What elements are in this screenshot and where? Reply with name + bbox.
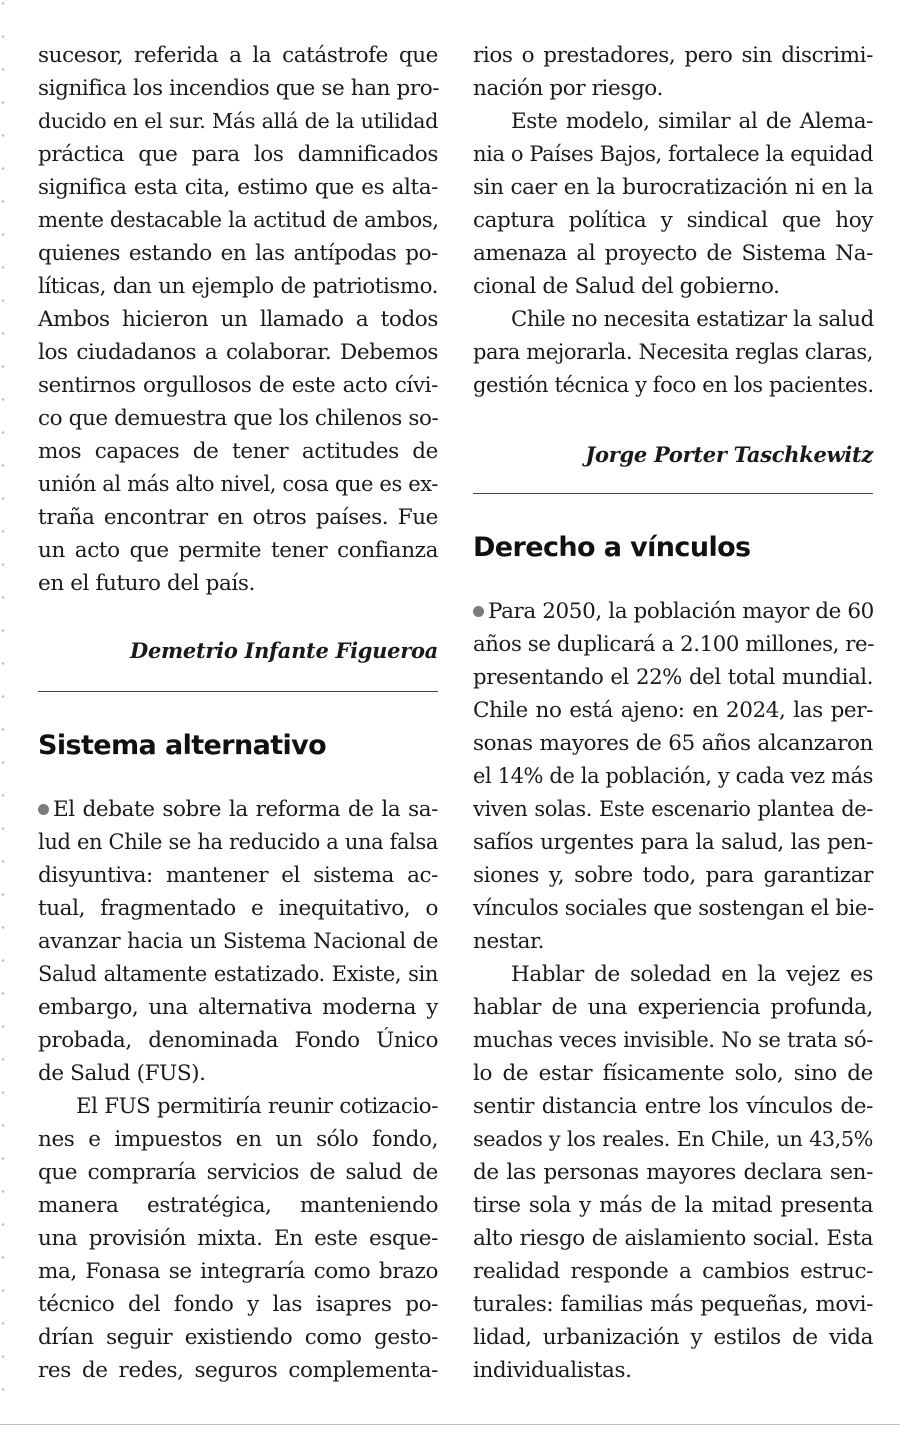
text-line: rios o prestadores, pero sin discrimi- bbox=[473, 43, 873, 68]
left-column bbox=[38, 0, 438, 1387]
text-line-content: El debate sobre la reforma de la sa- bbox=[53, 797, 438, 822]
text-line: nestar. bbox=[473, 929, 545, 954]
text-line: hablar de una experiencia profunda, bbox=[473, 995, 873, 1020]
text-line: safíos urgentes para la salud, las pen- bbox=[473, 830, 873, 855]
text-line: res de redes, seguros complementa- bbox=[38, 1358, 438, 1383]
text-line: lo de estar físicamente solo, sino de bbox=[473, 1061, 873, 1086]
text-line: gestión técnica y foco en los pacientes. bbox=[473, 373, 874, 397]
text-line: en el futuro del país. bbox=[38, 571, 255, 596]
text-line: amenaza al proyecto de Sistema Na- bbox=[473, 241, 873, 266]
text-line: líticas, dan un ejemplo de patriotismo. bbox=[38, 274, 438, 299]
text-line: viven solas. Este escenario plantea de- bbox=[473, 797, 873, 821]
text-line: lidad, urbanización y estilos de vida bbox=[473, 1325, 873, 1350]
text-line: ducido en el sur. Más allá de la utilidad bbox=[38, 109, 438, 133]
text-line: traña encontrar en otros países. Fue bbox=[38, 505, 438, 530]
bullet-icon bbox=[38, 804, 49, 815]
text-line: técnico del fondo y las isapres po- bbox=[38, 1292, 438, 1317]
text-line: realidad responde a cambios estruc- bbox=[473, 1259, 873, 1284]
text-line: significa esta cita, estimo que es alta- bbox=[38, 175, 438, 200]
letter1-signature: Demetrio Infante Figueroa bbox=[130, 638, 438, 663]
text-line: probada, denominada Fondo Único bbox=[38, 1028, 438, 1053]
text-line: tual, fragmentado e inequitativo, o bbox=[38, 896, 438, 921]
text-line: turales: familias más pequeñas, movi- bbox=[473, 1292, 873, 1317]
right-column bbox=[473, 0, 873, 1387]
text-line: sin caer en la burocratización ni en la bbox=[473, 175, 873, 200]
text-line: lud en Chile se ha reducido a una falsa bbox=[38, 830, 438, 854]
text-line: El FUS permitiría reunir cotizacio- bbox=[76, 1094, 438, 1119]
text-line: el 14% de la población, y cada vez más bbox=[473, 764, 873, 788]
letter2-signature: Jorge Porter Taschkewitz bbox=[585, 442, 873, 467]
text-line: mos capaces de tener actitudes de bbox=[38, 439, 438, 464]
text-line: drían seguir existiendo como gesto- bbox=[38, 1325, 438, 1350]
text-line: Ambos hicieron un llamado a todos bbox=[38, 307, 438, 332]
text-line: Chile no está ajeno: en 2024, las per- bbox=[473, 698, 873, 723]
text-line: Salud altamente estatizado. Existe, sin bbox=[38, 962, 438, 986]
text-line: significa los incendios que se han pro- bbox=[38, 76, 440, 101]
text-line: nación por riesgo. bbox=[473, 76, 663, 101]
text-line: sentir distancia entre los vínculos de- bbox=[473, 1094, 873, 1119]
letter3-paragraph-2 bbox=[473, 958, 873, 1387]
text-line: presentando el 22% del total mundial. bbox=[473, 665, 873, 690]
text-line: siones y, sobre todo, para garantizar bbox=[473, 863, 873, 888]
letter2-paragraph-2-continued bbox=[473, 39, 873, 105]
text-line: seados y los reales. En Chile, un 43,5% bbox=[473, 1127, 873, 1151]
text-line: vínculos sociales que sostengan el bie- bbox=[473, 896, 874, 921]
text-line: sucesor, referida a la catástrofe que bbox=[38, 43, 438, 68]
text-line: sonas mayores de 65 años alcanzaron bbox=[473, 731, 873, 756]
headline-derecho-a-vinculos: Derecho a vínculos bbox=[473, 532, 751, 563]
letter3-paragraph-1 bbox=[473, 595, 873, 958]
bullet-icon bbox=[473, 606, 484, 617]
text-line: cional de Salud del gobierno. bbox=[473, 274, 780, 299]
text-line: individualistas. bbox=[473, 1358, 632, 1383]
text-line: de las personas mayores declara sen- bbox=[473, 1160, 873, 1185]
text-line: Chile no necesita estatizar la salud bbox=[511, 307, 874, 332]
text-line: avanzar hacia un Sistema Nacional de bbox=[38, 929, 438, 954]
text-line: para mejorarla. Necesita reglas claras, bbox=[473, 340, 874, 364]
text-line: tirse sola y más de la mitad presenta bbox=[473, 1193, 873, 1218]
text-line: nia o Países Bajos, fortalece la equidad bbox=[473, 142, 873, 166]
text-line: Este modelo, similar al de Alema- bbox=[511, 109, 873, 134]
text-line: disyuntiva: mantener el sistema ac- bbox=[38, 863, 438, 888]
text-line: unión al más alto nivel, cosa que es ex- bbox=[38, 472, 438, 496]
text-line: muchas veces invisible. No se trata só- bbox=[473, 1028, 873, 1052]
text-line: embargo, una alternativa moderna y bbox=[38, 995, 438, 1020]
text-line: de Salud (FUS). bbox=[38, 1061, 206, 1086]
page-bottom-rule bbox=[0, 1424, 900, 1425]
text-line: nes e impuestos en un sólo fondo, bbox=[38, 1127, 438, 1152]
text-line: un acto que permite tener confianza bbox=[38, 538, 438, 563]
letter2-paragraph-1 bbox=[38, 793, 438, 1090]
text-line: co que demuestra que los chilenos so- bbox=[38, 406, 439, 431]
letter2-paragraph-4 bbox=[473, 303, 873, 402]
text-line: alto riesgo de aislamiento social. Esta bbox=[473, 1226, 873, 1251]
text-line: ma, Fonasa se integraría como brazo bbox=[38, 1259, 438, 1284]
text-line: una provisión mixta. En este esque- bbox=[38, 1226, 438, 1251]
left-edge-gutter bbox=[0, 0, 6, 1420]
text-line: Hablar de soledad en la vejez es bbox=[511, 962, 873, 987]
text-line: manera estratégica, manteniendo bbox=[38, 1193, 438, 1218]
text-line: que compraría servicios de salud de bbox=[38, 1160, 438, 1185]
text-line: captura política y sindical que hoy bbox=[473, 208, 873, 233]
text-line: quienes estando en las antípodas po- bbox=[38, 241, 438, 266]
text-line-content: Para 2050, la población mayor de 60 bbox=[488, 599, 874, 624]
letter2-paragraph-2 bbox=[38, 1090, 438, 1387]
text-line: los ciudadanos a colaborar. Debemos bbox=[38, 340, 438, 365]
text-line bbox=[473, 595, 873, 628]
text-line: práctica que para los damnificados bbox=[38, 142, 438, 167]
text-line: años se duplicará a 2.100 millones, re- bbox=[473, 632, 875, 657]
letter1-paragraph bbox=[38, 39, 438, 600]
text-line: mente destacable la actitud de ambos, bbox=[38, 208, 439, 233]
headline-sistema-alternativo: Sistema alternativo bbox=[38, 730, 327, 761]
letter2-paragraph-3 bbox=[473, 105, 873, 303]
text-line: sentirnos orgullosos de este acto cívi- bbox=[38, 373, 438, 398]
text-line bbox=[38, 793, 438, 826]
